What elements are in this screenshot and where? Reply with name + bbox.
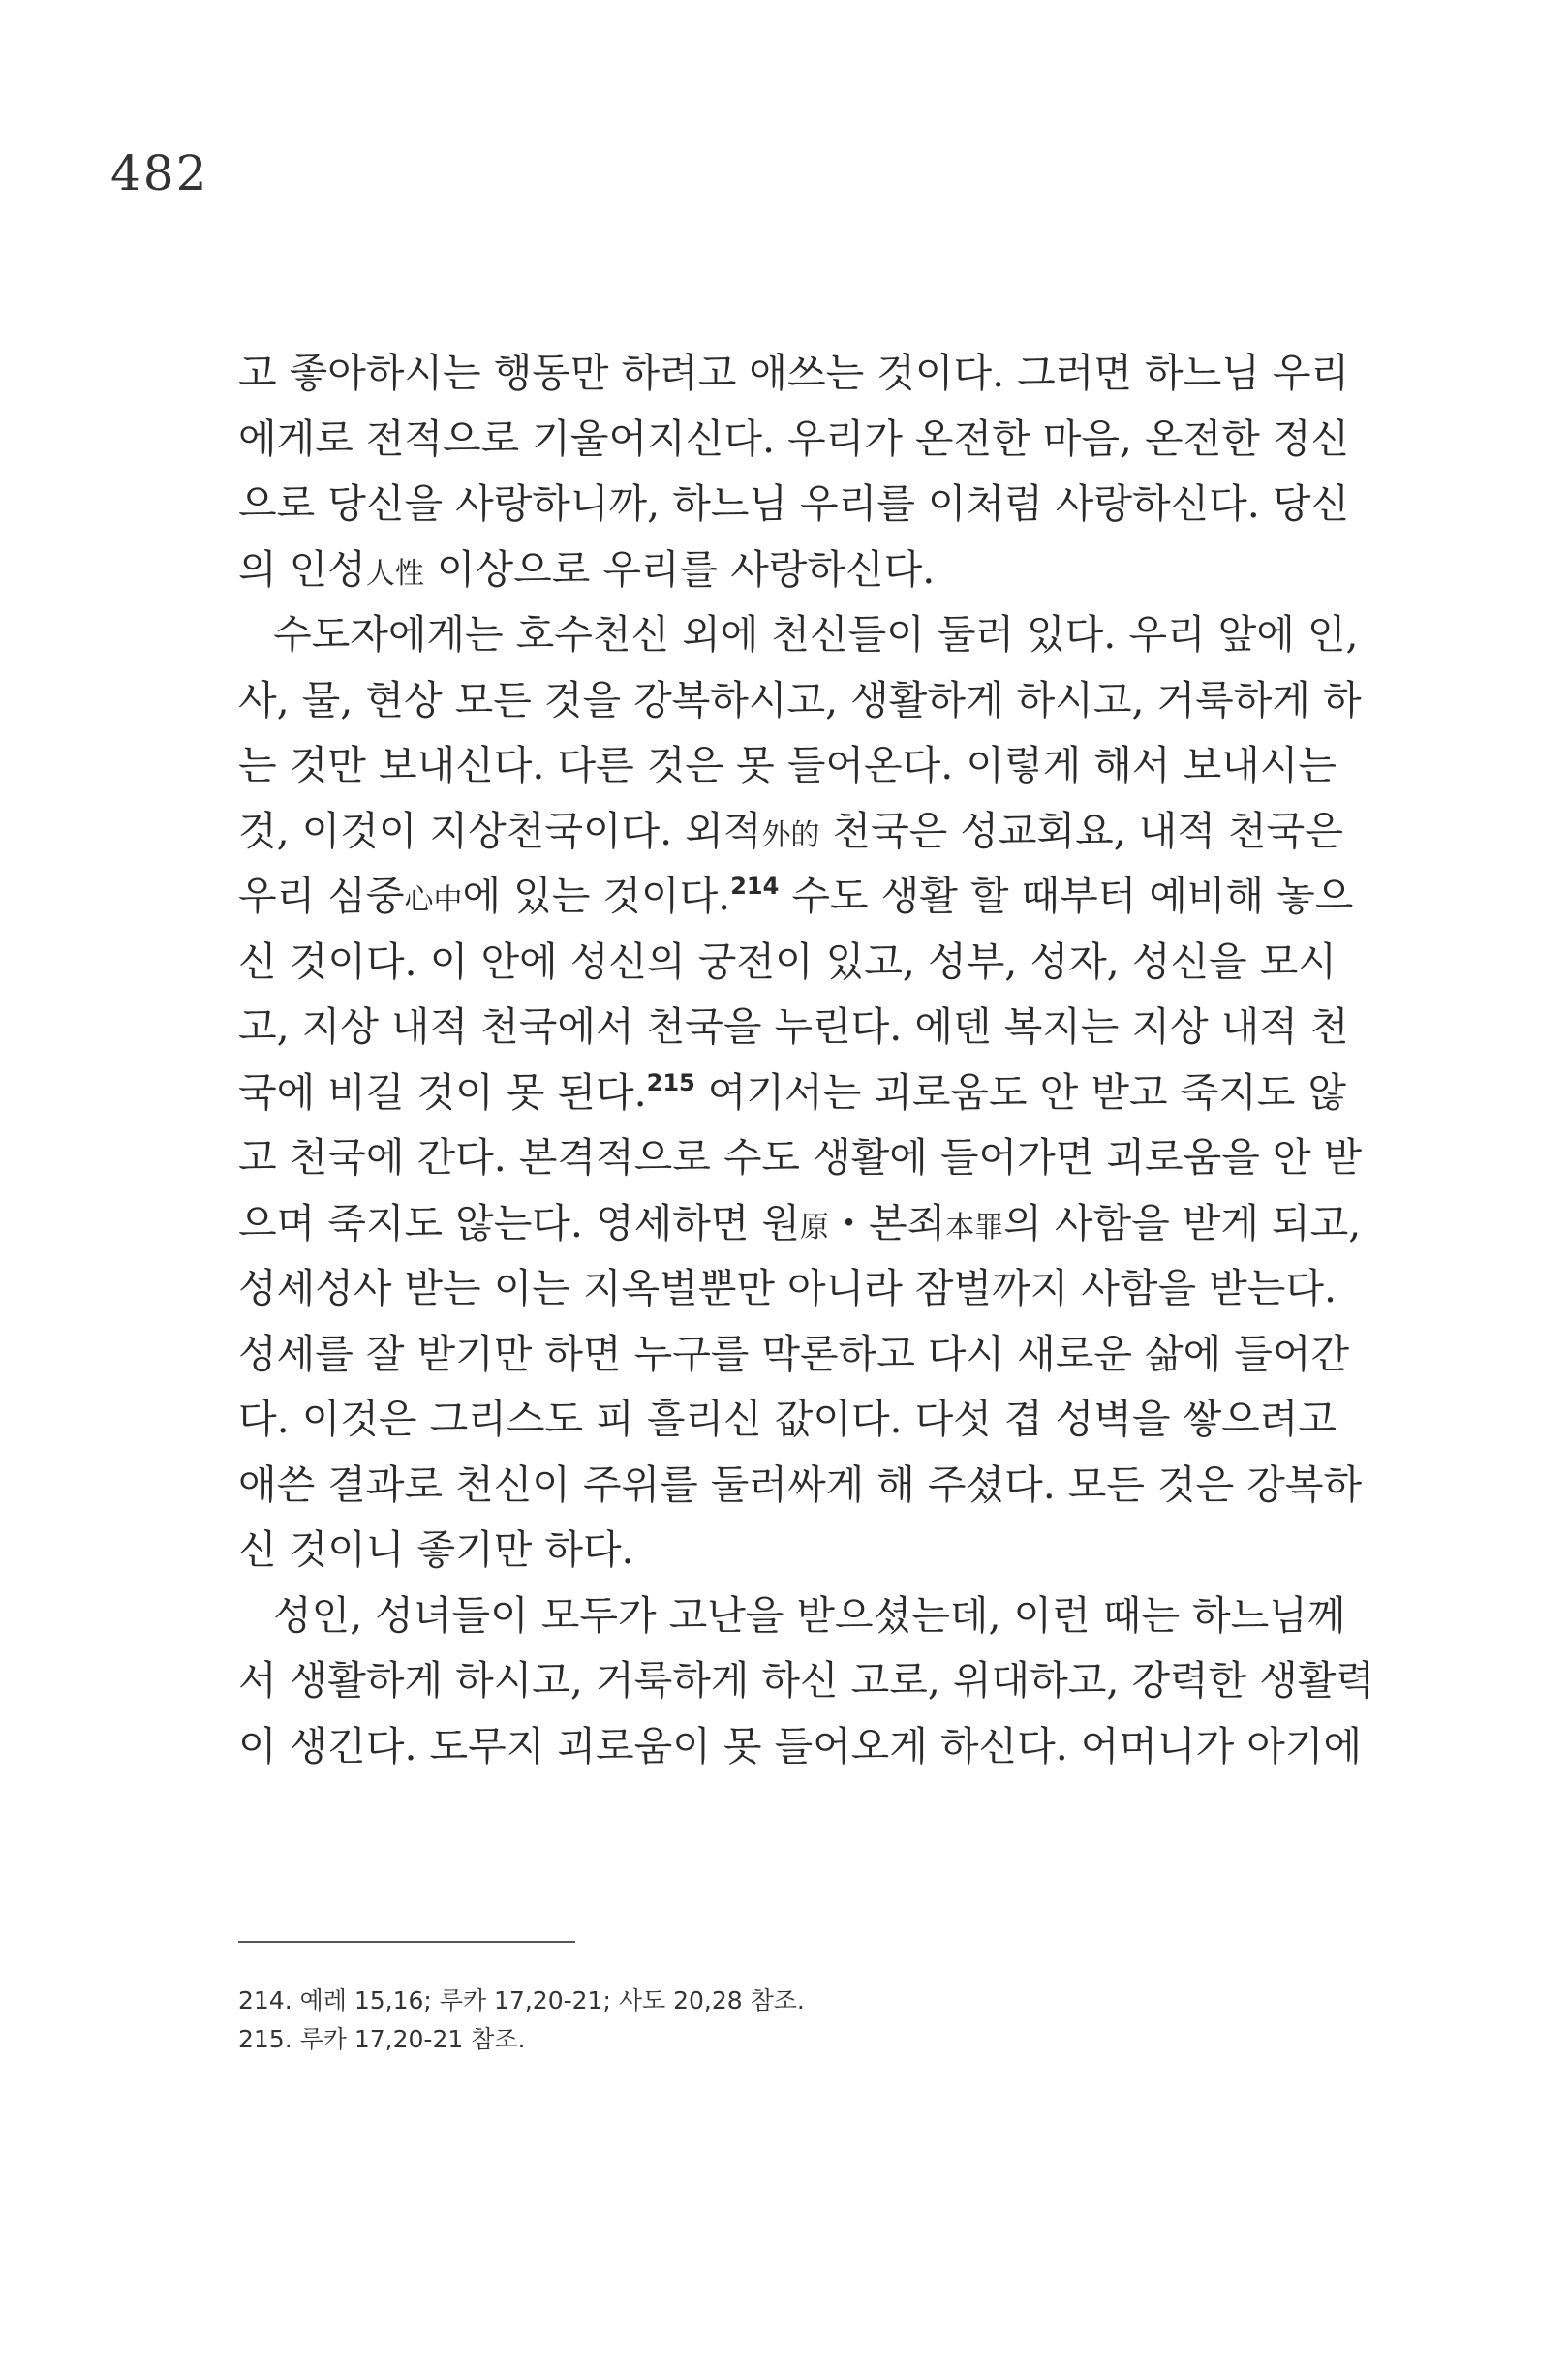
text-line <box>238 407 1350 473</box>
text-segment: 신 것이다. 이 안에 성신의 궁전이 있고, 성부, 성자, 성신을 모시 <box>238 938 1337 985</box>
text-segment: 성인, 성녀들이 모두가 고난을 받으셨는데, 이런 때는 하느님께 <box>273 1591 1346 1639</box>
text-line <box>238 472 1350 538</box>
hanja-gloss: 原 <box>800 1210 830 1245</box>
text-segment: 것, 이것이 지상천국이다. 외적 <box>238 807 762 854</box>
text-segment: 애쓴 결과로 천신이 주위를 둘러싸게 해 주셨다. 모든 것은 강복하 <box>238 1461 1363 1508</box>
text-segment: 고 좋아하시는 행동만 하려고 애쓰는 것이다. 그러면 하느님 우리 <box>238 350 1350 396</box>
footnote: 215. 루카 17,20-21 참조. <box>238 2025 526 2053</box>
text-line <box>238 1322 1350 1388</box>
text-line <box>238 864 1354 930</box>
text-line <box>238 1714 1363 1780</box>
text-segment: 천국은 성교회요, 내적 천국은 <box>819 807 1343 854</box>
text-segment: 에 있는 것이다. <box>462 873 731 919</box>
footnote-divider <box>238 1941 575 1943</box>
footnote-ref[interactable]: 215 <box>646 1068 695 1096</box>
text-line <box>238 538 1337 603</box>
text-segment: 으로 당신을 사랑하니까, 하느님 우리를 이처럼 사랑하신다. 당신 <box>238 480 1350 527</box>
text-line <box>238 341 1350 407</box>
text-segment: 성세를 잘 받기만 하면 누구를 막론하고 다시 새로운 삶에 들어간 <box>238 1330 1350 1377</box>
text-segment: 우리 심중 <box>238 873 405 919</box>
text-line <box>238 1125 1363 1191</box>
hanja-gloss: 心中 <box>404 883 463 917</box>
text-segment: 성세성사 받는 이는 지옥벌뿐만 아니라 잠벌까지 사함을 받는다. <box>238 1265 1337 1311</box>
body-text <box>238 341 1375 1779</box>
text-segment: 수도 생활 할 때부터 예비해 놓으 <box>779 873 1354 919</box>
hanja-gloss: 外的 <box>761 817 820 852</box>
text-line <box>238 1453 1363 1519</box>
text-segment: 고 천국에 간다. 본격적으로 수도 생활에 들어가면 괴로움을 안 받 <box>238 1134 1363 1181</box>
text-segment: 여기서는 괴로움도 안 받고 죽지도 않 <box>694 1068 1347 1116</box>
text-segment: 으며 죽지도 않는다. 영세하면 원 <box>238 1199 801 1246</box>
text-segment: 수도자에게는 호수천신 외에 천신들이 둘러 있다. 우리 앞에 인, <box>273 611 1359 658</box>
hanja-gloss: 本罪 <box>945 1210 1004 1245</box>
text-segment: 서 생활하게 하시고, 거룩하게 하신 고로, 위대하고, 강력한 생활력 <box>238 1657 1375 1704</box>
footnotes <box>238 1982 805 2059</box>
page-number: 482 <box>110 145 209 201</box>
text-segment: 의 인성 <box>238 545 366 593</box>
text-line <box>238 799 1343 865</box>
text-segment: 국에 비길 것이 못 된다. <box>238 1068 647 1116</box>
text-line <box>238 930 1337 996</box>
hanja-gloss: 人性 <box>365 556 424 591</box>
text-line <box>238 995 1349 1061</box>
text-line <box>238 1061 1347 1126</box>
footnote: 214. 예레 15,16; 루카 17,20-21; 사도 20,28 참조. <box>238 1986 805 2014</box>
text-line <box>238 1191 1362 1257</box>
footnote-ref[interactable]: 214 <box>730 873 780 900</box>
text-line <box>238 1256 1337 1322</box>
text-segment: 고, 지상 내적 천국에서 천국을 누린다. 에덴 복지는 지상 내적 천 <box>238 1003 1349 1050</box>
text-segment: 에게로 전적으로 기울어지신다. 우리가 온전한 마음, 온전한 정신 <box>238 415 1350 462</box>
text-segment: 신 것이니 좋기만 하다. <box>238 1526 634 1573</box>
text-segment: 는 것만 보내신다. 다른 것은 못 들어온다. 이렇게 해서 보내시는 <box>238 742 1337 788</box>
text-line <box>238 733 1337 799</box>
text-segment: 사, 물, 현상 모든 것을 강복하시고, 생활하게 하시고, 거룩하게 하 <box>238 676 1362 723</box>
text-segment: 이 생긴다. 도무지 괴로움이 못 들어오게 하신다. 어머니가 아기에 <box>238 1722 1363 1769</box>
text-segment: ・본죄 <box>829 1199 946 1246</box>
text-segment: 다. 이것은 그리스도 피 흘리신 값이다. 다섯 겹 성벽을 쌓으려고 <box>238 1396 1337 1442</box>
text-line <box>238 602 1359 668</box>
text-line <box>238 1518 1337 1584</box>
text-line <box>238 1648 1375 1714</box>
text-line <box>238 1387 1337 1453</box>
text-line <box>238 1584 1346 1649</box>
text-segment: 의 사함을 받게 되고, <box>1003 1199 1362 1246</box>
text-line <box>238 668 1362 734</box>
text-segment: 이상으로 우리를 사랑하신다. <box>423 545 936 593</box>
